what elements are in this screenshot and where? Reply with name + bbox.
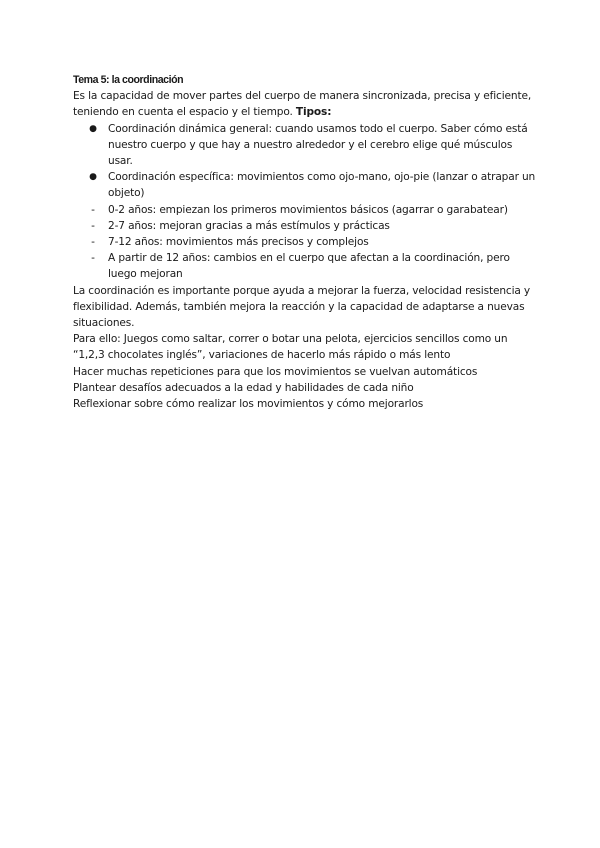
intro-paragraph bbox=[73, 88, 538, 120]
intro-text: Es la capacidad de mover partes del cuerpo de manera sincronizada, precisa y eficiente, teniendo en cuenta el espacio y el tiempo. bbox=[73, 90, 532, 119]
list-item bbox=[89, 121, 538, 170]
importance-paragraph: La coordinación es importante porque ayuda a mejorar la fuerza, velocidad resistencia y flexibilidad. Además, también mejora la reacción y la capacidad de adaptarse a nuevas situaciones. bbox=[73, 284, 531, 330]
list-item bbox=[91, 250, 538, 282]
dash-icon: - bbox=[91, 219, 95, 232]
list-item bbox=[91, 202, 538, 218]
reflection-line: Reflexionar sobre cómo realizar los movimientos y cómo mejorarlos bbox=[73, 398, 424, 411]
bullet-icon: ● bbox=[89, 172, 97, 183]
dash-icon: - bbox=[91, 236, 95, 249]
challenges-line: Plantear desafíos adecuados a la edad y habilidades de cada niño bbox=[73, 381, 414, 394]
list-item-text: 7-12 años: movimientos más precisos y complejos bbox=[108, 236, 369, 249]
document-page bbox=[73, 72, 538, 412]
document-title: Tema 5: la coordinación bbox=[73, 74, 184, 86]
list-item-text: 2-7 años: mejoran gracias a más estímulos y prácticas bbox=[108, 219, 390, 232]
list-item-text: Coordinación dinámica general: cuando usamos todo el cuerpo. Saber cómo está nuestro cuerpo y que hay a nuestro alrededor y el cerebro elige qué músculos usar. bbox=[108, 122, 528, 168]
list-item bbox=[91, 218, 538, 234]
repetitions-line: Hacer muchas repeticiones para que los movimientos se vuelvan automáticos bbox=[73, 365, 478, 378]
types-label: Tipos: bbox=[295, 106, 332, 119]
list-item-text: A partir de 12 años: cambios en el cuerpo que afectan a la coordinación, pero luego mejoran bbox=[108, 252, 510, 281]
list-item-text: Coordinación específica: movimientos como ojo-mano, ojo-pie (lanzar o atrapar un objeto) bbox=[108, 171, 536, 200]
methods-paragraph: Para ello: Juegos como saltar, correr o botar una pelota, ejercicios sencillos como un “1,2,3 chocolates inglés”, variaciones de hacerlo más rápido o más lento bbox=[73, 333, 508, 362]
list-item-text: 0-2 años: empiezan los primeros movimientos básicos (agarrar o garabatear) bbox=[108, 203, 508, 216]
dash-icon: - bbox=[91, 252, 95, 265]
bullet-icon: ● bbox=[89, 123, 97, 134]
types-list bbox=[73, 121, 538, 283]
list-item bbox=[91, 234, 538, 250]
list-item bbox=[89, 169, 538, 201]
dash-icon: - bbox=[91, 203, 95, 216]
